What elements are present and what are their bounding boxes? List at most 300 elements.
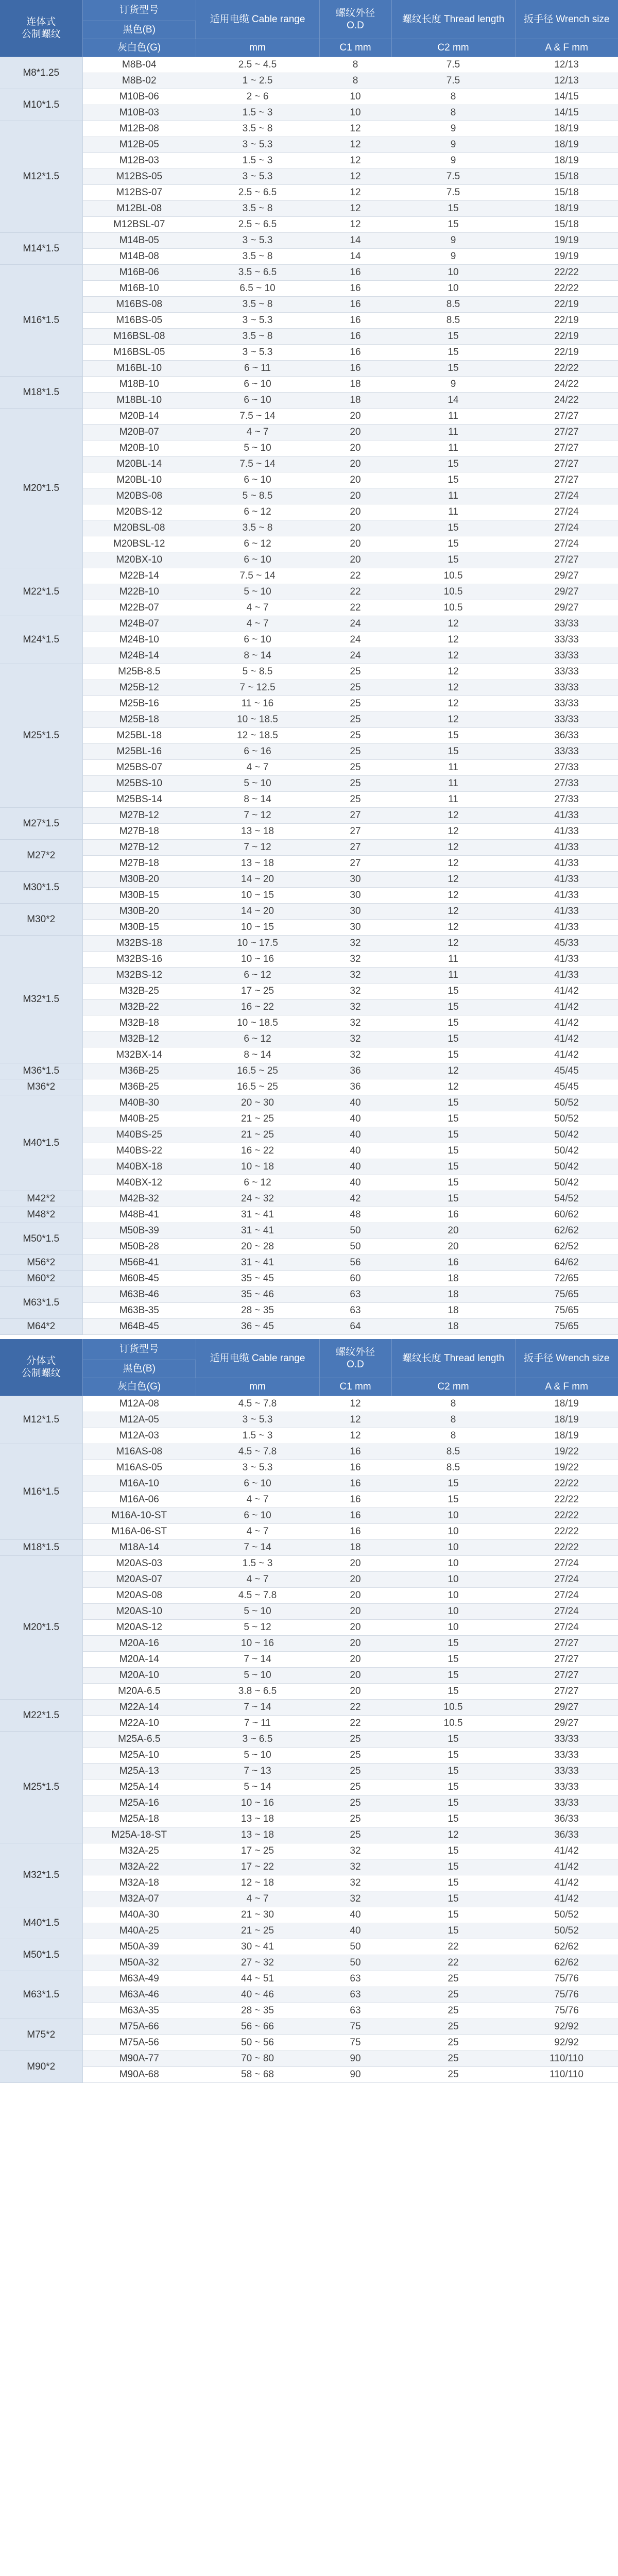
cable-range-cell: 13 ~ 18	[196, 1811, 319, 1827]
table-row	[0, 185, 618, 201]
table-row	[0, 1095, 618, 1111]
cable-range-cell: 4.5 ~ 7.8	[196, 1588, 319, 1604]
thread-length-cell: 8	[391, 89, 515, 105]
cable-range-cell: 12 ~ 18	[196, 1875, 319, 1891]
wrench-size-cell: 27/27	[515, 1668, 618, 1684]
cable-range-cell: 5 ~ 10	[196, 584, 319, 600]
cable-range-cell: 30 ~ 41	[196, 1939, 319, 1955]
order-no-cell: M20B-14	[82, 409, 196, 425]
thread-length-cell: 25	[391, 2051, 515, 2067]
wrench-size-cell: 27/27	[515, 409, 618, 425]
order-no-cell: M20AS-08	[82, 1588, 196, 1604]
order-no-cell: M40BX-12	[82, 1175, 196, 1191]
od-cell: 22	[319, 600, 391, 616]
table-row	[0, 1971, 618, 1987]
table-row	[0, 1271, 618, 1287]
cable-range-cell: 7 ~ 11	[196, 1716, 319, 1732]
od-cell: 40	[319, 1159, 391, 1175]
od-cell: 25	[319, 1811, 391, 1827]
wrench-size-cell: 36/33	[515, 728, 618, 744]
od-cell: 16	[319, 297, 391, 313]
thread-length-cell: 9	[391, 249, 515, 265]
table-row	[0, 648, 618, 664]
order-no-cell: M18A-14	[82, 1540, 196, 1556]
table-row	[0, 712, 618, 728]
wrench-size-cell: 27/33	[515, 792, 618, 808]
thread-length-cell: 25	[391, 2019, 515, 2035]
order-no-cell: M12B-08	[82, 121, 196, 137]
order-no-cell: M20A-16	[82, 1636, 196, 1652]
cable-range-unit: mm	[196, 39, 319, 57]
cable-range-cell: 10 ~ 17.5	[196, 936, 319, 952]
thread-length-cell: 22	[391, 1955, 515, 1971]
wrench-size-cell: 50/52	[515, 1907, 618, 1923]
order-no-cell: M16A-06	[82, 1492, 196, 1508]
order-no-cell: M20BSL-12	[82, 536, 196, 552]
wrench-size-cell: 29/27	[515, 584, 618, 600]
table-row	[0, 1127, 618, 1143]
od-cell: 8	[319, 57, 391, 73]
od-cell: 32	[319, 1875, 391, 1891]
table-row	[0, 409, 618, 425]
order-no-cell: M22A-14	[82, 1700, 196, 1716]
cable-range-cell: 5 ~ 10	[196, 1748, 319, 1764]
cable-range-cell: 3 ~ 5.3	[196, 169, 319, 185]
table-row	[0, 2067, 618, 2083]
table-row	[0, 1700, 618, 1716]
order-no-cell: M20AS-07	[82, 1572, 196, 1588]
wrench-size-cell: 29/27	[515, 1700, 618, 1716]
table-row	[0, 121, 618, 137]
order-no-cell: M42B-32	[82, 1191, 196, 1207]
od-header-cn: 螺纹外径	[335, 1346, 375, 1358]
wrench-size-cell: 12/13	[515, 73, 618, 89]
cable-range-cell: 40 ~ 46	[196, 1987, 319, 2003]
wrench-size-cell: 50/42	[515, 1175, 618, 1191]
od-cell: 32	[319, 952, 391, 968]
order-no-cell: M90A-68	[82, 2067, 196, 2083]
cable-range-cell: 6 ~ 11	[196, 361, 319, 377]
od-cell: 22	[319, 1700, 391, 1716]
order-no-cell: M20BL-14	[82, 456, 196, 472]
wrench-size-cell: 27/27	[515, 1652, 618, 1668]
cable-range-cell: 7.5 ~ 14	[196, 456, 319, 472]
table-row	[0, 1287, 618, 1303]
od-cell: 12	[319, 1412, 391, 1428]
od-cell: 16	[319, 265, 391, 281]
thread-length-cell: 10	[391, 1556, 515, 1572]
wrench-size-cell: 18/19	[515, 1428, 618, 1444]
table-row	[0, 664, 618, 680]
od-cell: 90	[319, 2067, 391, 2083]
table-row	[0, 1444, 618, 1460]
thread-length-cell: 12	[391, 872, 515, 888]
od-cell: 63	[319, 1287, 391, 1303]
table-row	[0, 744, 618, 760]
wrench-size-cell: 50/42	[515, 1127, 618, 1143]
wrench-size-cell: 36/33	[515, 1827, 618, 1843]
wrench-size-cell: 19/22	[515, 1460, 618, 1476]
wrench-size-cell: 27/27	[515, 552, 618, 568]
od-cell: 75	[319, 2019, 391, 2035]
order-no-cell: M32BS-18	[82, 936, 196, 952]
wrench-size-cell: 18/19	[515, 201, 618, 217]
wrench-size-cell: 27/27	[515, 440, 618, 456]
wrench-size-cell: 33/33	[515, 744, 618, 760]
cable-range-cell: 6 ~ 10	[196, 632, 319, 648]
table-row	[0, 73, 618, 89]
table-row	[0, 1891, 618, 1907]
od-cell: 40	[319, 1907, 391, 1923]
table-row	[0, 1460, 618, 1476]
wrench-size-cell: 18/19	[515, 137, 618, 153]
order-no-cell: M16A-06-ST	[82, 1524, 196, 1540]
thread-length-cell: 12	[391, 664, 515, 680]
wrench-size-cell: 62/62	[515, 1955, 618, 1971]
order-no-cell: M12BL-08	[82, 201, 196, 217]
cable-range-cell: 27 ~ 32	[196, 1955, 319, 1971]
thread-length-cell: 11	[391, 968, 515, 984]
table-row	[0, 377, 618, 393]
thread-spec-cell: M63*1.5	[0, 1287, 82, 1319]
wrench-size-cell: 22/22	[515, 1540, 618, 1556]
thread-length-cell: 12	[391, 840, 515, 856]
table-row	[0, 345, 618, 361]
cable-range-cell: 6.5 ~ 10	[196, 281, 319, 297]
table-row	[0, 552, 618, 568]
cable-range-cell: 17 ~ 25	[196, 1843, 319, 1859]
table-row	[0, 249, 618, 265]
thread-length-cell: 15	[391, 1843, 515, 1859]
thread-spec-cell: M25*1.5	[0, 664, 82, 808]
table-row	[0, 2035, 618, 2051]
od-cell: 12	[319, 217, 391, 233]
color-grey-header: 灰白色(G)	[82, 39, 196, 57]
order-no-cell: M32A-07	[82, 1891, 196, 1907]
order-no-cell: M25BS-10	[82, 776, 196, 792]
table-row	[0, 1652, 618, 1668]
table-row	[0, 89, 618, 105]
od-cell: 24	[319, 616, 391, 632]
thread-length-cell: 10	[391, 1588, 515, 1604]
thread-spec-cell: M27*1.5	[0, 808, 82, 840]
od-cell: 20	[319, 1572, 391, 1588]
thread-length-cell: 15	[391, 1143, 515, 1159]
thread-length-cell: 25	[391, 1987, 515, 2003]
cable-range-cell: 4 ~ 7	[196, 760, 319, 776]
wrench-size-cell: 24/22	[515, 393, 618, 409]
thread-spec-cell: M42*2	[0, 1191, 82, 1207]
cable-range-cell: 6 ~ 12	[196, 968, 319, 984]
od-cell: 25	[319, 680, 391, 696]
cable-range-cell: 16.5 ~ 25	[196, 1079, 319, 1095]
order-no-cell: M25B-8.5	[82, 664, 196, 680]
wrench-size-cell: 62/62	[515, 1223, 618, 1239]
table-row	[0, 952, 618, 968]
cable-range-cell: 10 ~ 15	[196, 920, 319, 936]
wrench-size-cell: 27/27	[515, 425, 618, 440]
order-no-cell: M10B-06	[82, 89, 196, 105]
cable-range-cell: 14 ~ 20	[196, 904, 319, 920]
od-cell: 25	[319, 776, 391, 792]
od-cell: 12	[319, 1428, 391, 1444]
table-row	[0, 1987, 618, 2003]
table-row	[0, 1159, 618, 1175]
cable-range-cell: 3 ~ 5.3	[196, 345, 319, 361]
order-no-cell: M32BX-14	[82, 1047, 196, 1063]
od-cell: 25	[319, 712, 391, 728]
od-cell: 30	[319, 872, 391, 888]
wrench-size-cell: 33/33	[515, 648, 618, 664]
thread-spec-cell: M27*2	[0, 840, 82, 872]
cable-range-cell: 7 ~ 14	[196, 1540, 319, 1556]
order-no-cell: M14B-05	[82, 233, 196, 249]
thread-length-cell: 11	[391, 425, 515, 440]
thread-length-cell: 10	[391, 1524, 515, 1540]
thread-spec-cell: M60*2	[0, 1271, 82, 1287]
wrench-size-cell: 22/19	[515, 329, 618, 345]
wrench-size-cell: 50/42	[515, 1143, 618, 1159]
thread-length-cell: 12	[391, 856, 515, 872]
order-no-cell: M32BS-12	[82, 968, 196, 984]
cable-range-cell: 4 ~ 7	[196, 1492, 319, 1508]
od-header-en: O.D	[347, 1359, 364, 1370]
wrench-size-cell: 22/22	[515, 281, 618, 297]
od-cell: 18	[319, 377, 391, 393]
order-no-cell: M40BS-22	[82, 1143, 196, 1159]
table-row	[0, 1636, 618, 1652]
thread-spec-cell: M56*2	[0, 1255, 82, 1271]
table-row	[0, 872, 618, 888]
wrench-size-cell: 14/15	[515, 89, 618, 105]
wrench-size-cell: 50/52	[515, 1111, 618, 1127]
order-no-cell: M32BS-16	[82, 952, 196, 968]
color-grey-header: 灰白色(G)	[82, 1378, 196, 1396]
order-no-cell: M20AS-12	[82, 1620, 196, 1636]
thread-length-cell: 15	[391, 1095, 515, 1111]
order-no-cell: M12B-05	[82, 137, 196, 153]
thread-spec-cell: M18*1.5	[0, 1540, 82, 1556]
order-no-cell: M32A-25	[82, 1843, 196, 1859]
thread-spec-cell: M40*1.5	[0, 1907, 82, 1939]
thread-length-cell: 11	[391, 952, 515, 968]
order-no-cell: M30B-20	[82, 904, 196, 920]
od-cell: 63	[319, 1971, 391, 1987]
order-no-cell: M32A-18	[82, 1875, 196, 1891]
od-header-en: O.D	[347, 20, 364, 31]
thread-length-cell: 7.5	[391, 185, 515, 201]
thread-length-cell: 12	[391, 1079, 515, 1095]
thread-length-cell: 15	[391, 520, 515, 536]
order-no-cell: M32B-12	[82, 1031, 196, 1047]
wrench-size-cell: 41/42	[515, 1047, 618, 1063]
table-row	[0, 936, 618, 952]
wrench-size-cell: 41/33	[515, 840, 618, 856]
table-row	[0, 1063, 618, 1079]
table-row	[0, 856, 618, 872]
table-row	[0, 1175, 618, 1191]
table-row	[0, 297, 618, 313]
order-no-cell: M16AS-05	[82, 1460, 196, 1476]
order-no-cell: M20A-10	[82, 1668, 196, 1684]
order-no-cell: M40B-25	[82, 1111, 196, 1127]
table-row	[0, 1191, 618, 1207]
od-cell: 32	[319, 936, 391, 952]
wrench-size-cell: 62/62	[515, 1939, 618, 1955]
wrench-size-cell: 33/33	[515, 712, 618, 728]
od-cell: 63	[319, 2003, 391, 2019]
thread-length-header-cn: 螺纹长度 Thread	[402, 1352, 475, 1364]
thread-spec-cell: M75*2	[0, 2019, 82, 2051]
thread-length-cell: 12	[391, 616, 515, 632]
od-cell: 56	[319, 1255, 391, 1271]
cable-range-cell: 56 ~ 66	[196, 2019, 319, 2035]
wrench-size-cell: 22/22	[515, 1492, 618, 1508]
thread-spec-cell: M90*2	[0, 2051, 82, 2083]
table-row	[0, 536, 618, 552]
od-cell: 16	[319, 1492, 391, 1508]
table-row	[0, 616, 618, 632]
thread-length-header-en: length	[477, 1352, 505, 1364]
order-no-cell: M36B-25	[82, 1079, 196, 1095]
thread-length-cell: 15	[391, 1015, 515, 1031]
order-no-cell: M25B-16	[82, 696, 196, 712]
table-row	[0, 1412, 618, 1428]
thread-length-cell: 15	[391, 984, 515, 999]
wrench-size-cell: 33/33	[515, 1748, 618, 1764]
table-row	[0, 137, 618, 153]
table-row	[0, 2019, 618, 2035]
cable-range-cell: 3 ~ 5.3	[196, 1412, 319, 1428]
od-cell: 30	[319, 888, 391, 904]
cable-range-cell: 6 ~ 12	[196, 536, 319, 552]
cable-range-cell: 7.5 ~ 14	[196, 568, 319, 584]
wrench-size-cell: 22/22	[515, 1476, 618, 1492]
order-no-cell: M27B-18	[82, 856, 196, 872]
thread-length-cell: 15	[391, 1875, 515, 1891]
od-cell: 16	[319, 1524, 391, 1540]
wrench-size-cell: 33/33	[515, 1795, 618, 1811]
od-cell: 63	[319, 1987, 391, 2003]
wrench-size-header: 扳手径 Wrench size	[515, 0, 618, 39]
wrench-size-cell: 27/33	[515, 760, 618, 776]
wrench-size-cell: 33/33	[515, 1732, 618, 1748]
wrench-size-cell: 72/65	[515, 1271, 618, 1287]
thread-length-cell: 15	[391, 1159, 515, 1175]
table-row	[0, 393, 618, 409]
table-row	[0, 456, 618, 472]
thread-spec-cell: M20*1.5	[0, 1556, 82, 1700]
cable-range-cell: 2 ~ 6	[196, 89, 319, 105]
table-row	[0, 105, 618, 121]
table-row	[0, 1795, 618, 1811]
wrench-size-cell: 110/110	[515, 2051, 618, 2067]
order-no-cell: M40A-30	[82, 1907, 196, 1923]
wrench-size-cell: 75/65	[515, 1287, 618, 1303]
wrench-size-cell: 27/24	[515, 1556, 618, 1572]
od-cell: 12	[319, 121, 391, 137]
cable-range-cell: 10 ~ 18.5	[196, 1015, 319, 1031]
od-cell: 25	[319, 664, 391, 680]
wrench-size-cell: 41/42	[515, 1031, 618, 1047]
thread-length-cell: 10	[391, 265, 515, 281]
cable-range-cell: 6 ~ 16	[196, 744, 319, 760]
thread-length-cell: 15	[391, 1047, 515, 1063]
order-no-cell: M64B-45	[82, 1319, 196, 1335]
od-cell: 16	[319, 1460, 391, 1476]
thread-spec-cell: M32*1.5	[0, 936, 82, 1063]
order-no-cell: M20B-07	[82, 425, 196, 440]
thread-length-unit: C2 mm	[391, 1378, 515, 1396]
cable-range-cell: 6 ~ 10	[196, 1476, 319, 1492]
thread-length-cell: 12	[391, 888, 515, 904]
od-cell: 10	[319, 89, 391, 105]
cable-range-cell: 36 ~ 45	[196, 1319, 319, 1335]
cable-range-cell: 4.5 ~ 7.8	[196, 1444, 319, 1460]
section-gap	[0, 1335, 618, 1339]
od-cell: 50	[319, 1223, 391, 1239]
wrench-size-cell: 14/15	[515, 105, 618, 121]
od-cell: 16	[319, 329, 391, 345]
order-no-cell: M16B-06	[82, 265, 196, 281]
wrench-size-cell: 18/19	[515, 1412, 618, 1428]
wrench-size-cell: 75/65	[515, 1319, 618, 1335]
order-no-cell: M12A-05	[82, 1412, 196, 1428]
order-no-cell: M8B-04	[82, 57, 196, 73]
cable-range-cell: 3.5 ~ 8	[196, 520, 319, 536]
thread-length-cell: 8.5	[391, 1460, 515, 1476]
thread-length-cell: 7.5	[391, 57, 515, 73]
thread-spec-cell: M12*1.5	[0, 121, 82, 233]
thread-length-header-en: Thread length	[444, 13, 505, 25]
table-row	[0, 1668, 618, 1684]
od-cell: 12	[319, 201, 391, 217]
order-no-cell: M27B-18	[82, 824, 196, 840]
cable-range-cell: 16 ~ 22	[196, 1143, 319, 1159]
thread-length-cell: 12	[391, 632, 515, 648]
cable-range-header: 适用电缆 Cable range	[196, 1339, 319, 1378]
thread-length-cell: 9	[391, 121, 515, 137]
wrench-size-cell: 12/13	[515, 57, 618, 73]
od-cell: 25	[319, 1732, 391, 1748]
order-no-cell: M24B-10	[82, 632, 196, 648]
cable-range-cell: 4 ~ 7	[196, 600, 319, 616]
od-cell: 20	[319, 1604, 391, 1620]
thread-length-cell: 14	[391, 393, 515, 409]
wrench-size-cell: 92/92	[515, 2019, 618, 2035]
od-cell: 20	[319, 1556, 391, 1572]
wrench-size-cell: 27/33	[515, 776, 618, 792]
od-cell: 20	[319, 425, 391, 440]
cable-range-cell: 16 ~ 22	[196, 999, 319, 1015]
thread-length-cell: 15	[391, 329, 515, 345]
od-cell: 32	[319, 999, 391, 1015]
thread-length-cell: 15	[391, 1127, 515, 1143]
od-cell: 20	[319, 504, 391, 520]
cable-range-cell: 5 ~ 10	[196, 1668, 319, 1684]
thread-spec-cell: M18*1.5	[0, 377, 82, 409]
cable-range-cell: 3.5 ~ 8	[196, 249, 319, 265]
order-no-cell: M16BL-10	[82, 361, 196, 377]
color-black-header: 黑色(B)	[82, 21, 196, 39]
cable-range-cell: 5 ~ 8.5	[196, 664, 319, 680]
thread-length-header	[391, 1339, 515, 1378]
cable-range-cell: 5 ~ 10	[196, 1604, 319, 1620]
table-row	[0, 1223, 618, 1239]
od-cell: 25	[319, 1795, 391, 1811]
table-row	[0, 1620, 618, 1636]
cable-range-cell: 2.5 ~ 4.5	[196, 57, 319, 73]
